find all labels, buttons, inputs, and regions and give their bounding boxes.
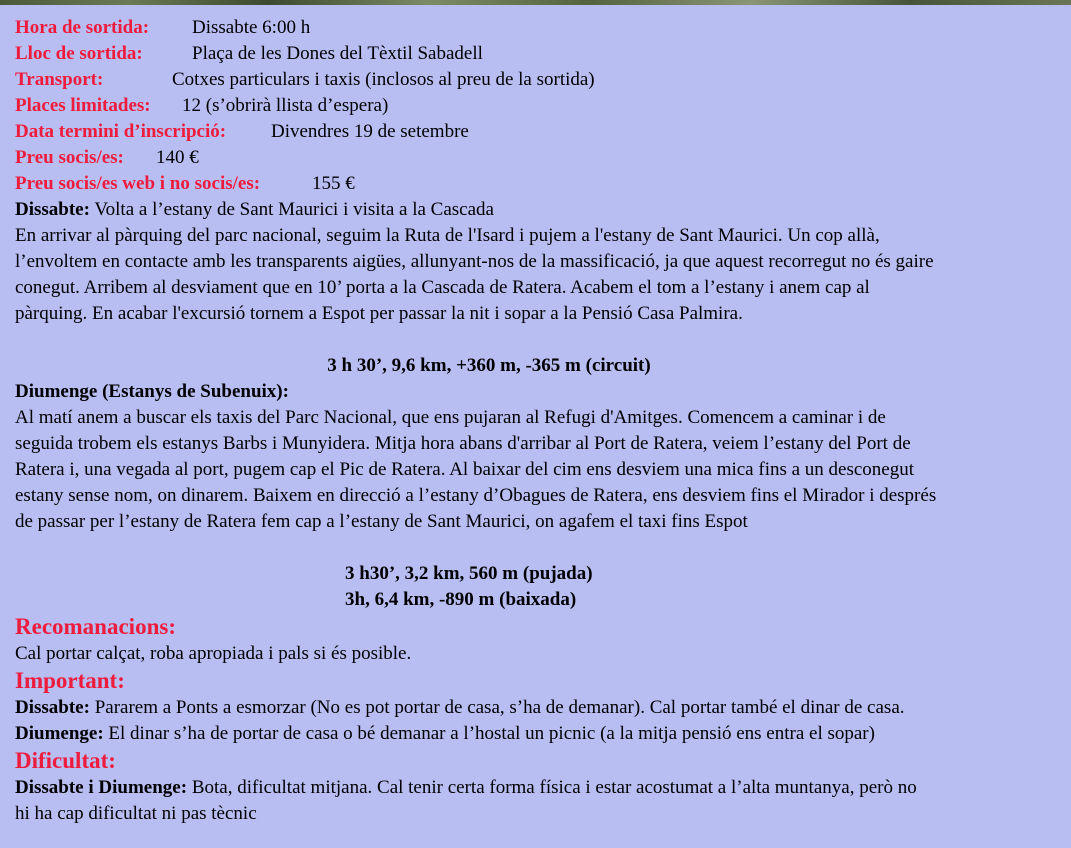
sunday-stats-down: 3h, 6,4 km, -890 m (baixada) [345, 589, 577, 610]
sunday-description-line: de passar per l’estany de Ratera fem cap a l’estany de Sant Maurici, on agafem el taxi fins Espot [15, 511, 748, 532]
detail-registration-deadline [15, 119, 1065, 145]
detail-nonmember-price [15, 171, 1065, 197]
important-saturday-label: Dissabte: [15, 697, 90, 718]
saturday-label: Dissabte: [15, 199, 90, 220]
recommendations-heading: Recomanacions: [15, 614, 176, 639]
saturday-description-line: conegut. Arribem al desviament que en 10’ porta a la Cascada de Ratera. Acabem el tom a l’estany i anem cap al [15, 277, 870, 298]
spacer [15, 327, 1065, 353]
detail-value: 12 (s’obrirà llista d’espera) [182, 95, 389, 116]
detail-value: Plaça de les Dones del Tèxtil Sabadell [192, 43, 483, 64]
sunday-stats-up: 3 h30’, 3,2 km, 560 m (pujada) [345, 563, 593, 584]
detail-value: Cotxes particulars i taxis (inclosos al preu de la sortida) [172, 69, 595, 90]
detail-label: Transport: [15, 69, 104, 90]
detail-label: Hora de sortida: [15, 17, 150, 38]
trip-info-content [15, 15, 1065, 827]
detail-member-price [15, 145, 1065, 171]
sunday-description-line: seguida trobem els estanys Barbs i Munyidera. Mitja hora abans d'arribar al Port de Ratera, veiem l’estany del Port de [15, 433, 911, 454]
important-sunday-text: El dinar s’ha de portar de casa o bé demanar a l’hostal un picnic (a la mitja pensió ens entra el sopar) [108, 723, 875, 744]
detail-departure-place [15, 41, 1065, 67]
detail-label: Places limitades: [15, 95, 151, 116]
important-sunday [15, 721, 1065, 747]
detail-departure-time [15, 15, 1065, 41]
saturday-title [15, 197, 1065, 223]
sunday-description-line: Ratera i, una vegada al port, pugem cap el Pic de Ratera. Al baixar del cim ens desviem una mica fins a un desconegut [15, 459, 915, 480]
detail-label: Preu socis/es: [15, 147, 124, 168]
saturday-description-line: pàrquing. En acabar l'excursió tornem a Espot per passar la nit i sopar a la Pensió Casa Palmira. [15, 303, 743, 324]
recommendations-text: Cal portar calçat, roba apropiada i pals si és posible. [15, 643, 412, 664]
important-heading: Important: [15, 668, 125, 693]
difficulty-line [15, 775, 1065, 801]
difficulty-line: hi ha cap dificultat ni pas tècnic [15, 803, 257, 824]
detail-value: Dissabte 6:00 h [192, 17, 311, 38]
important-sunday-label: Diumenge: [15, 723, 104, 744]
detail-label: Preu socis/es web i no socis/es: [15, 173, 261, 194]
spacer [15, 535, 1065, 561]
sunday-description-line: estany sense nom, on dinarem. Baixem en direcció a l’estany d’Obagues de Ratera, ens desviem fins el Mirador i després [15, 485, 937, 506]
sunday-description-line: Al matí anem a buscar els taxis del Parc Nacional, que ens pujaran al Refugi d'Amitges. Comencem a caminar i de [15, 407, 886, 428]
detail-label: Lloc de sortida: [15, 43, 143, 64]
detail-value: Divendres 19 de setembre [271, 121, 469, 142]
detail-value: 140 € [156, 147, 199, 168]
difficulty-heading: Dificultat: [15, 748, 116, 773]
saturday-stats: 3 h 30’, 9,6 km, +360 m, -365 m (circuit) [327, 355, 651, 376]
detail-label: Data termini d’inscripció: [15, 121, 227, 142]
difficulty-text: Bota, dificultat mitjana. Cal tenir certa forma física i estar acostumat a l’alta muntanya, però no [191, 777, 917, 798]
difficulty-label: Dissabte i Diumenge: [15, 777, 188, 798]
important-saturday [15, 695, 1065, 721]
detail-limited-places [15, 93, 1065, 119]
trip-info-panel [0, 5, 1071, 848]
detail-value: 155 € [312, 173, 355, 194]
detail-transport [15, 67, 1065, 93]
saturday-description-line: En arrivar al pàrquing del parc nacional, seguim la Ruta de l'Isard i pujem a l'estany de Sant Maurici. Un cop allà, [15, 225, 880, 246]
saturday-title-text: Volta a l’estany de Sant Maurici i visita a la Cascada [94, 199, 494, 220]
sunday-title: Diumenge (Estanys de Subenuix): [15, 381, 289, 402]
important-saturday-text: Pararem a Ponts a esmorzar (No es pot portar de casa, s’ha de demanar). Cal portar també el dinar de casa. [94, 697, 905, 718]
saturday-description-line: l’envoltem en contacte amb les transparents aigües, allunyant-nos de la massificació, ja que aquest recorregut no és gaire [15, 251, 934, 272]
